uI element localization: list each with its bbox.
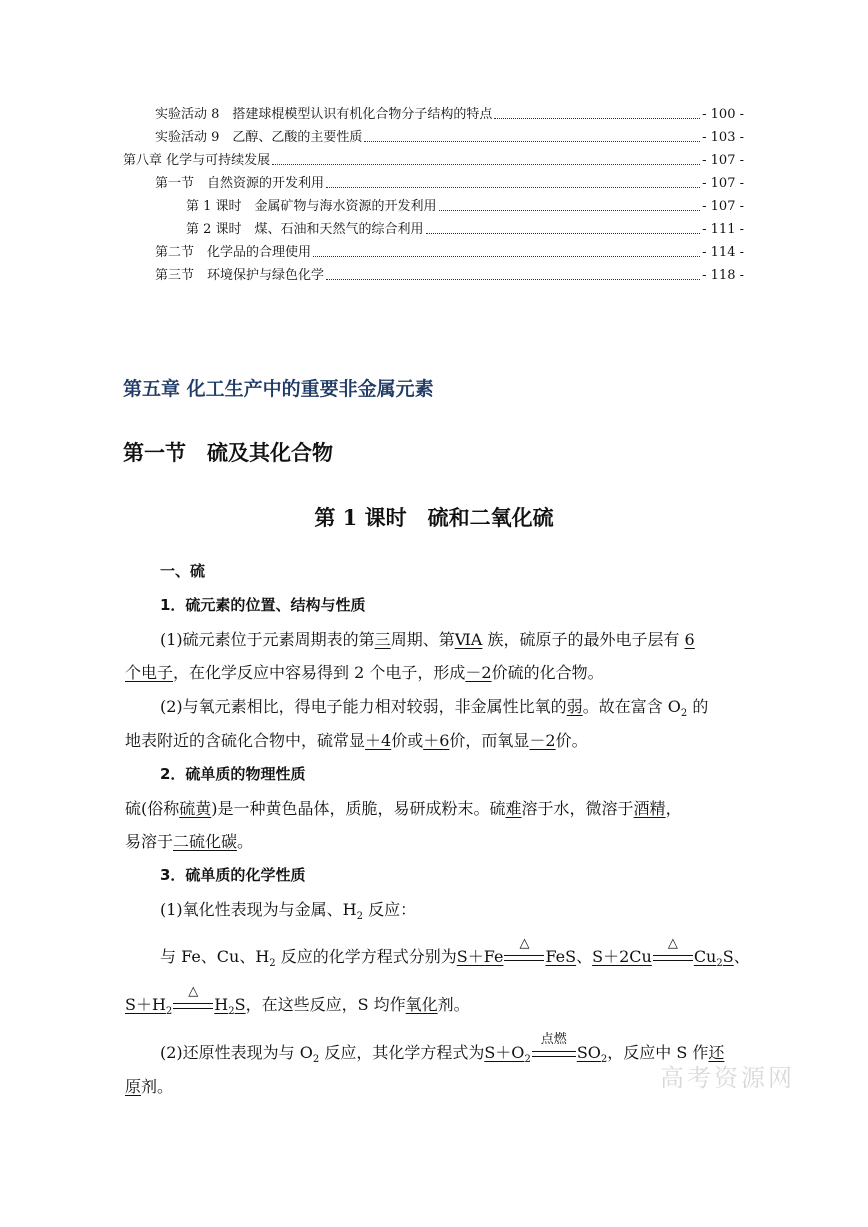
- equation-o2: $S+O_2$ 点燃 $SO_2$: [484, 1031, 608, 1066]
- toc-entry-title: 实验活动 9 乙醇、乙酸的主要性质: [155, 130, 363, 145]
- toc-entry-page: - 111 -: [702, 222, 744, 237]
- paragraph-1-line-1: (1)硫元素位于元素周期表的第三周期、第ⅥA 族，硫原子的最外电子层有 6: [160, 630, 695, 649]
- chapter-title: 第五章 化工生产中的重要非金属元素: [123, 378, 434, 400]
- toc-entry[interactable]: [155, 124, 744, 146]
- heat-arrow: △: [173, 999, 213, 1013]
- heat-arrow: △: [504, 951, 544, 965]
- toc-entry-page: - 103 -: [702, 130, 744, 145]
- paragraph-4: (1)氧化性表现为与金属、$H_2$ 反应：: [160, 900, 417, 923]
- toc-entry-page: - 107 -: [702, 176, 744, 191]
- watermark: 高考资源网: [660, 1064, 795, 1092]
- lesson-title: 第 1 课时 硫和二氧化硫: [314, 505, 554, 530]
- toc-leader: [326, 279, 700, 280]
- paragraph-5: 与 Fe、Cu、$H_2$ 反应的化学方程式分别为S＋Fe △ FeS、S＋2Cu △ $Cu_2S$、: [160, 935, 750, 970]
- paragraph-2-line-2: 地表附近的含硫化合物中，硫常显＋4价或＋6价，而氧显－2价。: [125, 731, 588, 750]
- toc-entry-page: - 107 -: [702, 199, 744, 214]
- toc-entry-title: 第一节 自然资源的开发利用: [155, 176, 325, 191]
- ignite-arrow: 点燃: [532, 1047, 576, 1061]
- toc-leader: [364, 141, 700, 142]
- toc-entry-title: 实验活动 8 搭建球棍模型认识有机化合物分子结构的特点: [155, 107, 493, 122]
- paragraph-1-line-2: 个电子，在化学反应中容易得到 2 个电子，形成－2价硫的化合物。: [125, 663, 604, 682]
- equation-fe: S＋Fe △ FeS: [456, 935, 577, 966]
- toc-entry-title: 第八章 化学与可持续发展: [123, 153, 271, 168]
- toc-entry-title: 第三节 环境保护与绿色化学: [155, 268, 325, 283]
- section-title: 第一节 硫及其化合物: [123, 441, 333, 465]
- toc-entry[interactable]: [155, 262, 744, 284]
- toc-entry[interactable]: [155, 170, 744, 192]
- toc-entry-page: - 118 -: [702, 268, 744, 283]
- toc-leader: [494, 118, 700, 119]
- toc-leader: [439, 210, 701, 211]
- toc-entry-page: - 114 -: [702, 245, 744, 260]
- toc-leader: [426, 233, 701, 234]
- equation-h2: $S+H_2$ △ $H_2S$: [125, 983, 246, 1018]
- toc-leader: [272, 164, 700, 165]
- toc-entry[interactable]: [155, 239, 744, 261]
- subheading-position: 1．硫元素的位置、结构与性质: [160, 596, 366, 614]
- equation-cu: S＋2Cu △ $Cu_2S$: [592, 935, 734, 970]
- toc-entry[interactable]: [155, 101, 744, 123]
- toc-entry[interactable]: [186, 193, 744, 215]
- paragraph-6: $S+H_2$ △ $H_2S$，在这些反应，S 均作氧化剂。: [125, 983, 470, 1018]
- toc-entry-page: - 100 -: [702, 107, 744, 122]
- toc-leader: [313, 256, 700, 257]
- paragraph-3-line-2: 易溶于二硫化碳。: [125, 832, 254, 851]
- toc-entry[interactable]: [123, 147, 744, 169]
- toc-entry-page: - 107 -: [702, 153, 744, 168]
- toc-entry[interactable]: [186, 216, 744, 238]
- toc-entry-title: 第 1 课时 金属矿物与海水资源的开发利用: [186, 199, 437, 214]
- subheading-physical: 2．硫单质的物理性质: [160, 765, 306, 783]
- heat-arrow: △: [653, 951, 693, 965]
- subheading-chemical: 3．硫单质的化学性质: [160, 866, 306, 884]
- toc-leader: [326, 187, 700, 188]
- paragraph-8: 原剂。: [125, 1077, 174, 1096]
- heading-sulfur: 一、硫: [160, 562, 206, 580]
- toc-entry-title: 第 2 课时 煤、石油和天然气的综合利用: [186, 222, 424, 237]
- paragraph-3-line-1: 硫(俗称硫黄)是一种黄色晶体，质脆，易研成粉末。硫难溶于水，微溶于酒精，: [125, 799, 682, 818]
- paragraph-2-line-1: (2)与氧元素相比，得电子能力相对较弱，非金属性比氧的弱。故在富含 $O_2$ 的: [160, 697, 709, 720]
- paragraph-7: (2)还原性表现为与 $O_2$ 反应，其化学方程式为$S+O_2$ 点燃 $SO_2$，反应中 S 作还: [160, 1031, 725, 1066]
- toc-entry-title: 第二节 化学品的合理使用: [155, 245, 312, 260]
